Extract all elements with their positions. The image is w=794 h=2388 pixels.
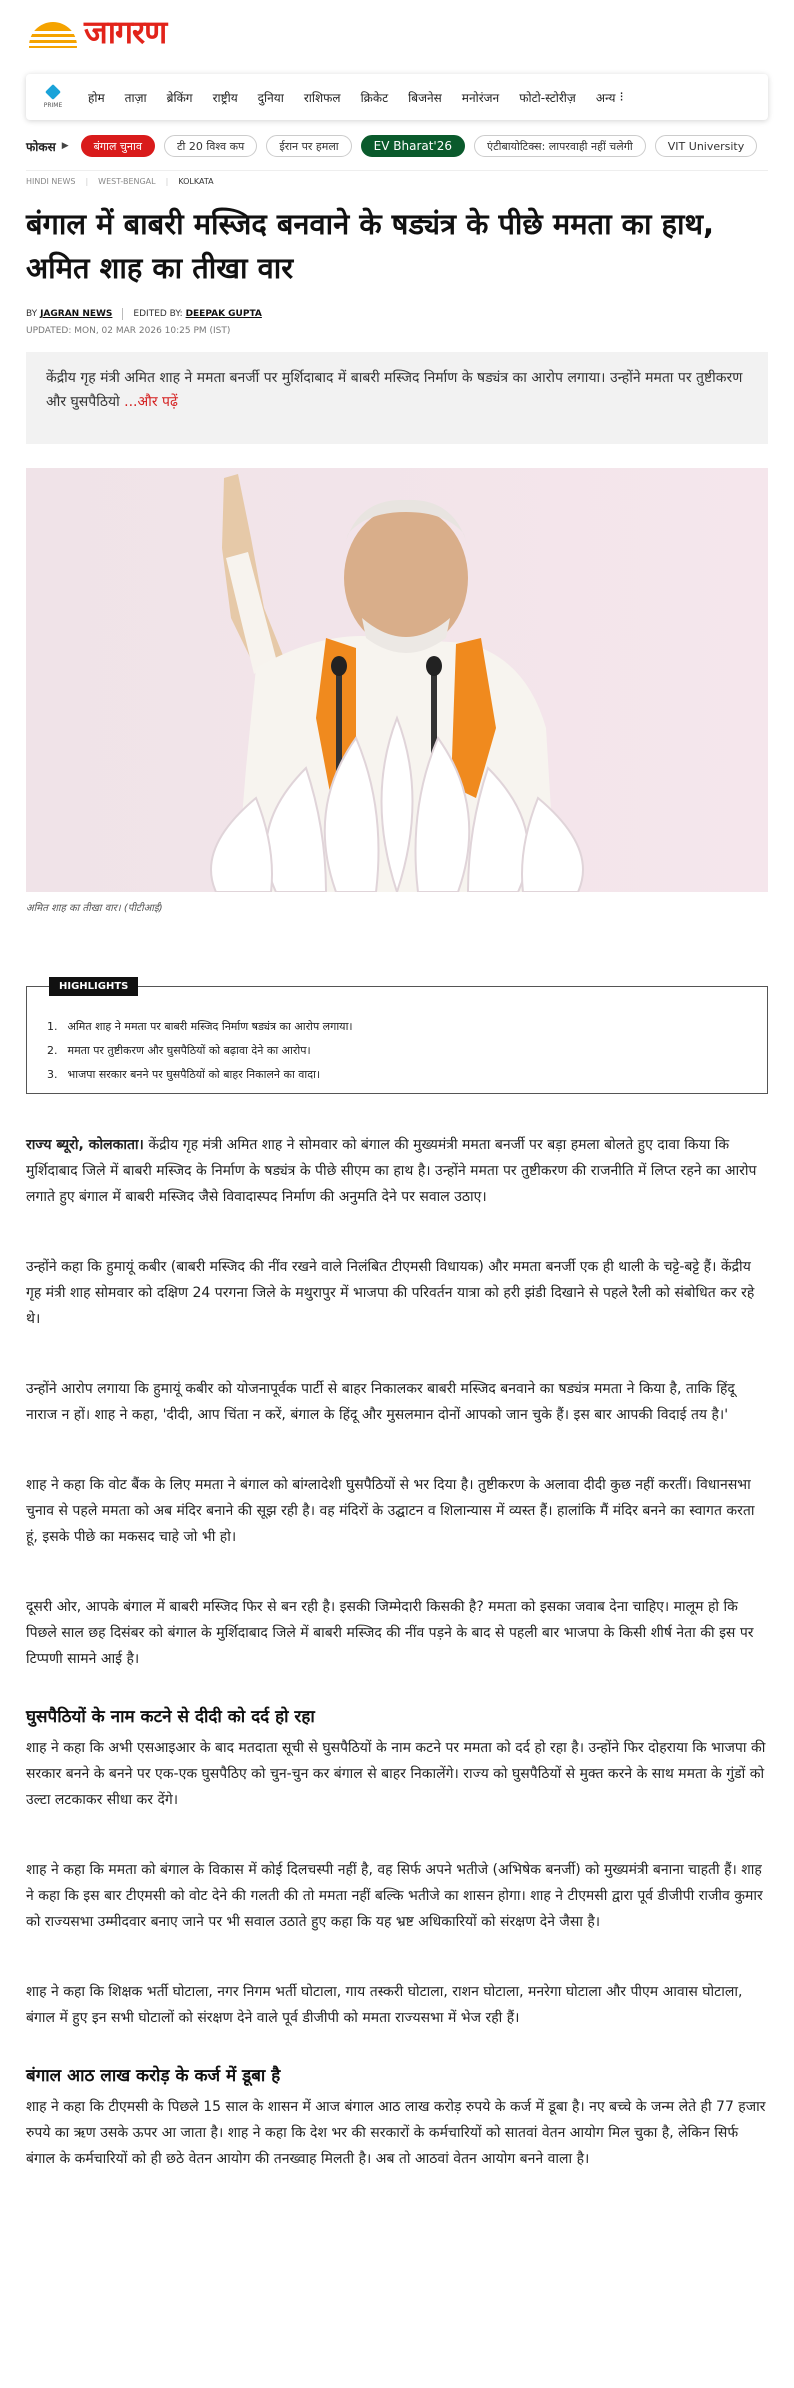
- nav-item-entertainment[interactable]: मनोरंजन: [461, 90, 500, 105]
- editor-link[interactable]: DEEPAK GUPTA: [185, 309, 262, 319]
- main-nav: [26, 74, 768, 120]
- summary-text: केंद्रीय गृह मंत्री अमित शाह ने ममता बनर्जी पर मुर्शिदाबाद में बाबरी मस्जिद निर्माण के षड्यंत्र का आरोप लगाया। उन्होंने ममता पर तुष्टीकरण और घुसपैठियो: [46, 370, 743, 410]
- highlight-text: ममता पर तुष्टीकरण और घुसपैठियों को बढ़ावा देने का आरोप।: [67, 1044, 311, 1057]
- breadcrumb-item[interactable]: KOLKATA: [178, 177, 214, 186]
- article-paragraph: शाह ने कहा कि टीएमसी के पिछले 15 साल के शासन में आज बंगाल आठ लाख करोड़ रुपये के कर्ज में डूबा है। नए बच्चे के जन्म लेते ही 77 हजार रुपये का ऋण उसके ऊपर आ जाता है। शाह ने कहा कि देश भर की सरकारों के कर्मचारियों को सातवां वेतन आयोग मिल चुका है, लेकिन सिर्फ बंगाल के कर्मचारियों को ही छठे वेतन आयोग की तनख्वाह मिलती है। अब तो आठवां वेतन आयोग बनने वाला है।: [26, 2099, 766, 2167]
- site-logo[interactable]: [26, 13, 167, 51]
- prime-logo[interactable]: [38, 81, 68, 113]
- subheading: घुसपैठियों के नाम कटने से दीदी को दर्द हो रहा: [26, 1707, 315, 1727]
- breadcrumb-separator: |: [165, 177, 169, 186]
- nav-item-photo-stories[interactable]: फोटो-स्टोरीज़: [519, 90, 576, 105]
- article-title: बंगाल में बाबरी मस्जिद बनवाने के षड्यंत्र के पीछे ममता का हाथ, अमित शाह का तीखा वार: [26, 207, 715, 285]
- highlight-text: अमित शाह ने ममता पर बाबरी मस्जिद निर्माण षड्यंत्र का आरोप लगाया।: [67, 1020, 353, 1033]
- image-caption: अमित शाह का तीखा वार। (पीटीआई): [26, 903, 163, 914]
- nav-item-more[interactable]: [596, 89, 624, 106]
- breadcrumb-separator: |: [85, 177, 89, 186]
- nav-item-horoscope[interactable]: राशिफल: [303, 90, 341, 105]
- author-link[interactable]: JAGRAN NEWS: [40, 309, 113, 319]
- dateline: राज्य ब्यूरो, कोलकाता।: [26, 1137, 144, 1153]
- focus-bar: [26, 126, 768, 166]
- article-summary: [26, 352, 768, 444]
- focus-pill[interactable]: टी 20 विश्व कप: [164, 135, 257, 157]
- article-paragraph: उन्होंने कहा कि हुमायूं कबीर (बाबरी मस्जिद की नींव रखने वाले निलंबित टीएमसी विधायक) और ममता बनर्जी एक ही थाली के चट्टे-बट्टे हैं। केंद्रीय गृह मंत्री शाह सोमवार को दक्षिण 24 परगना जिले के मथुरापुर में भाजपा की परिवर्तन यात्रा को हरी झंडी दिखाने से पहले रैली को संबोधित कर रहे थे।: [26, 1259, 755, 1327]
- breadcrumb-item[interactable]: HINDI NEWS: [26, 177, 76, 186]
- nav-item-national[interactable]: राष्ट्रीय: [212, 90, 238, 105]
- highlights-label: HIGHLIGHTS: [49, 977, 138, 996]
- byline-divider: [122, 308, 123, 320]
- site-name: जागरण: [84, 13, 167, 51]
- article-paragraph: शाह ने कहा कि ममता को बंगाल के विकास में कोई दिलचस्पी नहीं है, वह सिर्फ अपने भतीजे (अभिषेक बनर्जी) को मुख्यमंत्री बनाना चाहती हैं। शाह ने कहा कि इस बार टीएमसी को वोट देने की गलती की तो ममता नहीं बल्कि भतीजे का शासन होगा। शाह ने टीएमसी द्वारा पूर्व डीजीपी राजीव कुमार को राज्यसभा उम्मीदवार बनाए जाने पर भी सवाल उठाते हुए कहा कि यह भ्रष्ट अधिकारियों को संरक्षण देने जैसा है।: [26, 1862, 763, 1930]
- highlight-item: 3. भाजपा सरकार बनने पर घुसपैठियों को बाहर निकालने का वादा।: [47, 1068, 321, 1081]
- breadcrumb-item[interactable]: WEST-BENGAL: [98, 177, 156, 186]
- article-body: [26, 1132, 768, 2172]
- updated-timestamp: UPDATED: MON, 02 MAR 2026 10:25 PM (IST): [26, 326, 231, 336]
- by-label: BY: [26, 309, 38, 319]
- speaker-photo: [26, 468, 768, 892]
- byline: [26, 308, 768, 320]
- diamond-icon: [45, 84, 61, 100]
- more-dots-icon: ⁝: [619, 89, 624, 105]
- nav-more-label: अन्य: [595, 90, 616, 105]
- article-paragraph: शाह ने कहा कि अभी एसआइआर के बाद मतदाता सूची से घुसपैठियों के नाम कटने पर ममता को दर्द हो रहा है। उन्होंने फिर दोहराया कि भाजपा की सरकार बनने के बनने पर एक-एक घुसपैठिए को चुन-चुन कर बंगाल से बाहर निकालेंगे। राज्य को घुसपैठियों से मुक्त करने के साथ ममता के गुंडों को उल्टा लटकाकर सीधा कर देंगे।: [26, 1740, 766, 1808]
- site-header: [26, 0, 768, 64]
- nav-item-home[interactable]: होम: [88, 90, 105, 105]
- nav-item-latest[interactable]: ताज़ा: [124, 90, 147, 105]
- nav-item-cricket[interactable]: क्रिकेट: [360, 90, 389, 105]
- chevron-right-icon: ▶: [61, 141, 69, 151]
- article-paragraph: शाह ने कहा कि वोट बैंक के लिए ममता ने बंगाल को बांग्लादेशी घुसपैठियों से भर दिया है। तुष्टीकरण के अलावा दीदी कुछ नहीं करतीं। विधानसभा चुनाव से पहले ममता को अब मंदिर बनाने की सूझ रही है। वह मंदिरों के उद्घाटन व शिलान्यास में व्यस्त हैं। हालांकि मैं मंदिर बनने का स्वागत करता हूं, इसके पीछे का मकसद चाहे जो भी हो।: [26, 1477, 755, 1545]
- highlight-item: 1. अमित शाह ने ममता पर बाबरी मस्जिद निर्माण षड्यंत्र का आरोप लगाया।: [47, 1020, 353, 1033]
- article-paragraph: [26, 1132, 768, 1210]
- nav-item-breaking[interactable]: ब्रेकिंग: [166, 90, 193, 105]
- nav-item-world[interactable]: दुनिया: [257, 90, 284, 105]
- article-paragraph: उन्होंने आरोप लगाया कि हुमायूं कबीर को योजनापूर्वक पार्टी से बाहर निकालकर बाबरी मस्जिद बनवाने का षड्यंत्र ममता ने किया है, ताकि हिंदू नाराज न हों। शाह ने कहा, 'दीदी, आप चिंता न करें, बंगाल के हिंदू और मुसलमान दोनों आपको जान चुके हैं। इस बार आपकी विदाई तय है।': [26, 1381, 735, 1423]
- highlight-text: भाजपा सरकार बनने पर घुसपैठियों को बाहर निकालने का वादा।: [67, 1068, 321, 1081]
- hero-image: [26, 468, 768, 892]
- read-more-link[interactable]: ...और पढ़ें: [124, 394, 178, 410]
- prime-caption: PRIME: [43, 102, 63, 109]
- highlights-list: [47, 1015, 747, 1087]
- edited-by-label: EDITED BY:: [133, 309, 183, 319]
- breadcrumb: [26, 170, 768, 186]
- paragraph-text: केंद्रीय गृह मंत्री अमित शाह ने सोमवार को बंगाल की मुख्यमंत्री ममता बनर्जी पर बड़ा हमला बोलते हुए दावा किया कि मुर्शिदाबाद जिले में बाबरी मस्जिद के निर्माण के षड्यंत्र के पीछे सीएम का हाथ है। उन्होंने ममता पर तुष्टीकरण की राजनीति में लिप्त रहने का आरोप लगाते हुए बंगाल में बाबरी मस्जिद जैसे विवादास्पद निर्माण की अनुमति देने पर सवाल उठाए।: [26, 1137, 757, 1205]
- focus-pill[interactable]: VIT University: [655, 135, 757, 157]
- focus-label: फोकस: [26, 139, 56, 154]
- highlights-box: [26, 981, 768, 1094]
- focus-pill[interactable]: एंटीबायोटिक्स: लापरवाही नहीं चलेगी: [474, 135, 646, 157]
- article-paragraph: दूसरी ओर, आपके बंगाल में बाबरी मस्जिद फिर से बन रही है। इसकी जिम्मेदारी किसकी है? ममता को इसका जवाब देना चाहिए। मालूम हो कि पिछले साल छह दिसंबर को बंगाल के मुर्शिदाबाद जिले में बाबरी मस्जिद की नींव पड़ने के बाद से पहली बार भाजपा के किसी शीर्ष नेता की इस पर टिप्पणी सामने आई है।: [26, 1599, 754, 1667]
- focus-pill[interactable]: बंगाल चुनाव: [81, 135, 155, 157]
- nav-item-business[interactable]: बिजनेस: [408, 90, 442, 105]
- focus-pill[interactable]: EV Bharat'26: [361, 135, 465, 157]
- rising-sun-icon: [26, 18, 80, 48]
- focus-pill[interactable]: ईरान पर हमला: [266, 135, 351, 157]
- highlight-item: 2. ममता पर तुष्टीकरण और घुसपैठियों को बढ़ावा देने का आरोप।: [47, 1044, 311, 1057]
- subheading: बंगाल आठ लाख करोड़ के कर्ज में डूबा है: [26, 2066, 281, 2086]
- article-paragraph: शाह ने कहा कि शिक्षक भर्ती घोटाला, नगर निगम भर्ती घोटाला, गाय तस्करी घोटाला, राशन घोटाला, मनरेगा घोटाला और पीएम आवास घोटाला, बंगाल में हुए इन सभी घोटालों को संरक्षण देने वाले पूर्व डीजीपी को ममता राज्यसभा में भेज रही हैं।: [26, 1984, 743, 2026]
